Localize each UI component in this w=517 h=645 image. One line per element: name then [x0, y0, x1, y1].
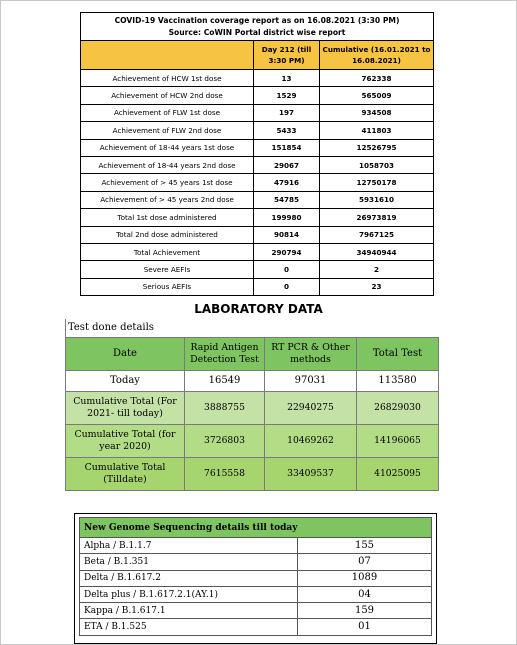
- lab-row-rapid: 3726803: [185, 425, 265, 458]
- vaccination-row-label: Achievement of > 45 years 2nd dose: [81, 191, 254, 208]
- lab-row-rapid: 7615558: [185, 458, 265, 491]
- vaccination-row-cumulative: 2: [320, 261, 434, 278]
- lab-row-total: 41025095: [357, 458, 439, 491]
- vaccination-title: [81, 13, 434, 41]
- lab-table: [65, 319, 439, 491]
- genome-row: [80, 619, 432, 635]
- genome-variant: Beta / B.1.351: [80, 554, 298, 570]
- vaccination-row-label: Achievement of 18-44 years 1st dose: [81, 139, 254, 156]
- vaccination-table: [80, 12, 434, 296]
- vaccination-header-cumulative: Cumulative (16.01.2021 to 16.08.2021): [320, 41, 434, 70]
- vaccination-row: [81, 243, 434, 260]
- vaccination-row: [81, 174, 434, 191]
- vaccination-row-cumulative: 12526795: [320, 139, 434, 156]
- lab-row-total: 26829030: [357, 392, 439, 425]
- lab-row-rtpcr: 33409537: [265, 458, 357, 491]
- vaccination-row: [81, 156, 434, 173]
- vaccination-row: [81, 87, 434, 104]
- vaccination-row-label: Achievement of HCW 2nd dose: [81, 87, 254, 104]
- genome-variant: Kappa / B.1.617.1: [80, 603, 298, 619]
- genome-variant: Delta plus / B.1.617.2.1(AY.1): [80, 586, 298, 602]
- lab-row-rtpcr: 22940275: [265, 392, 357, 425]
- lab-row-label: Today: [66, 371, 185, 392]
- vaccination-row-label: Achievement of 18-44 years 2nd dose: [81, 156, 254, 173]
- genome-count: 07: [298, 554, 432, 570]
- genome-count: 04: [298, 586, 432, 602]
- vaccination-row-day: 0: [254, 278, 320, 295]
- genome-row: [80, 554, 432, 570]
- genome-row: [80, 538, 432, 554]
- vaccination-row-cumulative: 7967125: [320, 226, 434, 243]
- genome-count: 01: [298, 619, 432, 635]
- lab-row-rtpcr: 10469262: [265, 425, 357, 458]
- vaccination-row: [81, 278, 434, 295]
- vaccination-row-cumulative: 565009: [320, 87, 434, 104]
- vaccination-row-day: 151854: [254, 139, 320, 156]
- vaccination-row-label: Achievement of FLW 1st dose: [81, 104, 254, 121]
- vaccination-row-cumulative: 934508: [320, 104, 434, 121]
- lab-header-total: Total Test: [357, 338, 439, 371]
- vaccination-row-label: Total Achievement: [81, 243, 254, 260]
- vaccination-row-cumulative: 34940944: [320, 243, 434, 260]
- lab-row-label: Cumulative Total (for year 2020): [66, 425, 185, 458]
- vaccination-row-label: Severe AEFIs: [81, 261, 254, 278]
- vaccination-row-label: Achievement of HCW 1st dose: [81, 70, 254, 87]
- vaccination-row-day: 13: [254, 70, 320, 87]
- vaccination-row: [81, 209, 434, 226]
- vaccination-row-label: Total 2nd dose administered: [81, 226, 254, 243]
- vaccination-row-day: 290794: [254, 243, 320, 260]
- vaccination-row-label: Achievement of FLW 2nd dose: [81, 122, 254, 139]
- vaccination-row: [81, 261, 434, 278]
- genome-row: [80, 570, 432, 586]
- genome-count: 1089: [298, 570, 432, 586]
- vaccination-row-label: Serious AEFIs: [81, 278, 254, 295]
- vaccination-header-day: Day 212 (till 3:30 PM): [254, 41, 320, 70]
- vaccination-row-day: 197: [254, 104, 320, 121]
- vaccination-row-label: Achievement of > 45 years 1st dose: [81, 174, 254, 191]
- lab-row-total: 14196065: [357, 425, 439, 458]
- genome-variant: Delta / B.1.617.2: [80, 570, 298, 586]
- genome-variant: ETA / B.1.525: [80, 619, 298, 635]
- lab-row-rapid: 3888755: [185, 392, 265, 425]
- lab-header-rtpcr: RT PCR & Other methods: [265, 338, 357, 371]
- vaccination-row: [81, 104, 434, 121]
- vaccination-row: [81, 122, 434, 139]
- vaccination-row: [81, 139, 434, 156]
- vaccination-row-cumulative: 411803: [320, 122, 434, 139]
- vaccination-row-day: 47916: [254, 174, 320, 191]
- lab-heading: LABORATORY DATA: [194, 302, 323, 316]
- vaccination-title-line1: COVID-19 Vaccination coverage report as on 16.08.2021 (3:30 PM): [114, 15, 400, 25]
- lab-header-rapid: Rapid Antigen Detection Test: [185, 338, 265, 371]
- genome-count: 159: [298, 603, 432, 619]
- vaccination-row-day: 0: [254, 261, 320, 278]
- vaccination-row-day: 54785: [254, 191, 320, 208]
- lab-row: [66, 425, 439, 458]
- genome-count: 155: [298, 538, 432, 554]
- vaccination-row-cumulative: 26973819: [320, 209, 434, 226]
- genome-row: [80, 603, 432, 619]
- vaccination-row: [81, 226, 434, 243]
- vaccination-title-line2: Source: CoWIN Portal district wise report: [168, 27, 346, 37]
- lab-row-rapid: 16549: [185, 371, 265, 392]
- lab-header-date: Date: [66, 338, 185, 371]
- vaccination-row-cumulative: 12750178: [320, 174, 434, 191]
- genome-variant: Alpha / B.1.1.7: [80, 538, 298, 554]
- vaccination-row-label: Total 1st dose administered: [81, 209, 254, 226]
- genome-row: [80, 586, 432, 602]
- lab-row-rtpcr: 97031: [265, 371, 357, 392]
- genome-title: New Genome Sequencing details till today: [80, 518, 432, 538]
- vaccination-row-day: 29067: [254, 156, 320, 173]
- lab-caption: Test done details: [66, 319, 439, 338]
- vaccination-row-day: 199980: [254, 209, 320, 226]
- lab-row: [66, 371, 439, 392]
- vaccination-row-day: 5433: [254, 122, 320, 139]
- vaccination-header-blank: [81, 41, 254, 70]
- vaccination-row-cumulative: 23: [320, 278, 434, 295]
- vaccination-row-cumulative: 1058703: [320, 156, 434, 173]
- lab-row-label: Cumulative Total (For 2021- till today): [66, 392, 185, 425]
- vaccination-row-day: 1529: [254, 87, 320, 104]
- lab-row: [66, 458, 439, 491]
- genome-table: [79, 517, 432, 636]
- lab-row: [66, 392, 439, 425]
- vaccination-row-cumulative: 5931610: [320, 191, 434, 208]
- lab-row-total: 113580: [357, 371, 439, 392]
- vaccination-row: [81, 191, 434, 208]
- vaccination-row-cumulative: 762338: [320, 70, 434, 87]
- lab-row-label: Cumulative Total (Tilldate): [66, 458, 185, 491]
- vaccination-row: [81, 70, 434, 87]
- vaccination-row-day: 90814: [254, 226, 320, 243]
